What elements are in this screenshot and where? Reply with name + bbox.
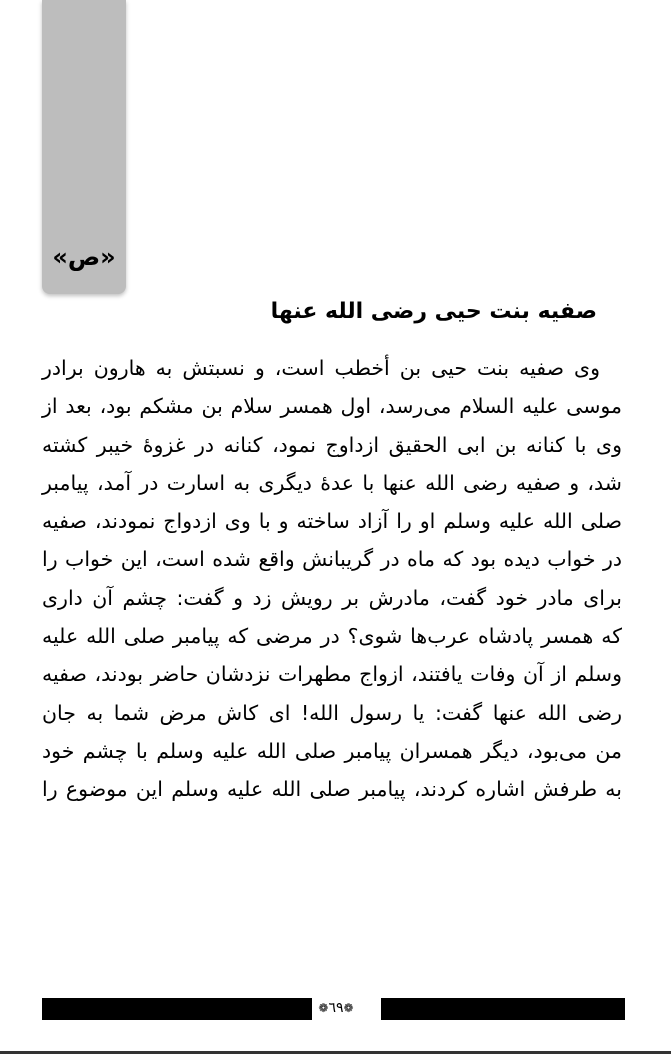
footer-bar-left bbox=[42, 998, 312, 1020]
body-line: به طرفش اشاره کردند، پیامبر صلی الله علیه وسلم این موضوع را bbox=[42, 777, 622, 802]
section-tab bbox=[42, 0, 126, 294]
page-number bbox=[306, 996, 366, 1020]
body-line: موسی علیه السلام می‌رسد، اول همسر سلام بن مشکم بود، بعد از bbox=[42, 394, 622, 419]
page-ornament-icon: ❁ bbox=[318, 1001, 329, 1015]
body-line: برای مادر خود گفت، مادرش بر رویش زد و گفت: چشم آن داری bbox=[42, 585, 622, 610]
page-ornament-icon: ❁ bbox=[343, 1001, 354, 1015]
footer-bar-right bbox=[381, 998, 625, 1020]
page-number-text: ٦٩ bbox=[328, 1000, 344, 1016]
bottom-rule bbox=[0, 1051, 671, 1054]
body-line: که همسر پادشاه عرب‌ها شوی؟ در مرضی که پیامبر صلی الله علیه bbox=[42, 624, 622, 649]
body-line: وی صفیه بنت حیی بن أخطب است، و نسبتش به هارون برادر bbox=[42, 356, 600, 380]
body-line: من می‌بود، دیگر همسران پیامبر صلی الله علیه وسلم با چشم خود bbox=[42, 738, 622, 763]
body-paragraph bbox=[42, 349, 622, 809]
body-line: وی با کنانه بن ابی الحقیق ازداوج نمود، کنانه در غزوۀ خیبر کشته bbox=[42, 432, 622, 457]
section-letter: «ص» bbox=[52, 243, 116, 271]
section-title: صفیه بنت حیی رضی الله عنها bbox=[270, 299, 597, 324]
body-line: در خواب دیده بود که ماه در گریبانش واقع شده است، این خواب را bbox=[42, 547, 622, 572]
body-line: صلی الله علیه وسلم او را آزاد ساخته و با وی ازدواج نمودند، صفیه bbox=[42, 509, 622, 534]
body-line: وسلم از آن وفات یافتند، ازواج مطهرات نزدشان حاضر بودند، صفیه bbox=[42, 662, 622, 687]
body-line: رضی الله عنها گفت: یا رسول الله! ای کاش مرض شما به جان bbox=[42, 700, 622, 725]
body-line: شد، و صفیه رضی الله عنها با عدۀ دیگری به اسارت در آمد، پیامبر bbox=[42, 470, 622, 495]
